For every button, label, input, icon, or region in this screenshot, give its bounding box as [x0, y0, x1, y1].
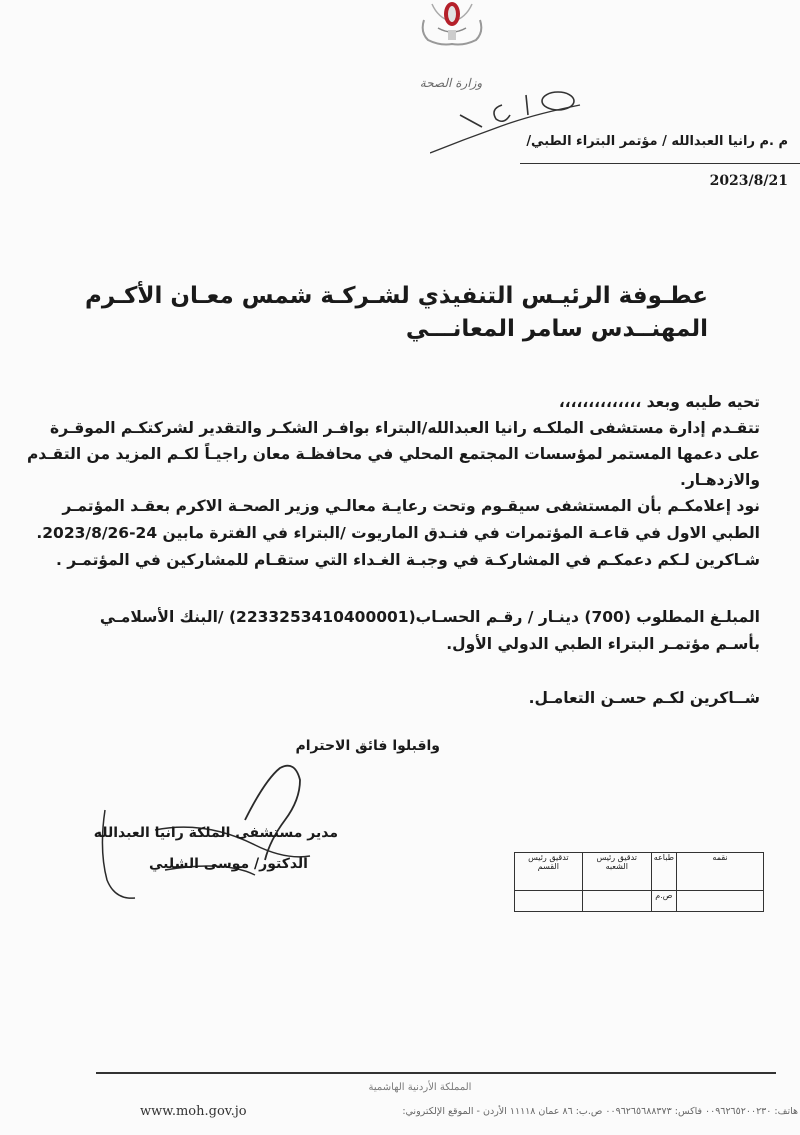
thanks-line: شــاكرين لكـم حسـن التعامـل.	[528, 689, 760, 707]
footer-kingdom: المملكة الأردنية الهاشمية	[368, 1082, 472, 1093]
reference-line: م .م رانيا العبدالله / مؤتمر البتراء الطبي/	[526, 134, 788, 149]
jordan-emblem-icon	[418, 0, 486, 46]
audit-header-nqma: نقمه	[677, 853, 764, 891]
audit-cell	[515, 890, 583, 912]
signatory-title: مدير مستشفى الملكة رانيا العبدالله	[93, 825, 338, 841]
addressee-line-1: عطـوفة الرئيـس التنفيذي لشـركـة شمس معـان الأكـرم	[85, 283, 708, 309]
closing-line: واقبلوا فائق الاحترام	[295, 738, 440, 754]
amount-line-2: بأسـم مؤتمـر البتراء الطبي الدولي الأول.	[446, 635, 760, 653]
paragraph-2-line-3: شـاكرين لـكم دعمكـم في المشاركـة في وجبـة الغـداء التي ستقـام للمشاركين في المؤتمـر .	[55, 551, 760, 569]
audit-header-dept-check: تدقيق رئيس القسم	[515, 853, 583, 891]
greeting: تحيه طيبه وبعد ،،،،،،،،،،،،،،	[558, 393, 760, 411]
ministry-script-label: وزارة الصحة	[419, 76, 483, 90]
audit-header-typing: طباعه	[651, 853, 676, 891]
audit-cell	[677, 890, 764, 912]
paragraph-1-line-1: تتقـدم إدارة مستشفى الملكـه رانيا العبدالله/البتراء بوافـر الشكـر والتقدير لشركتكـم الموقـرة	[50, 419, 760, 437]
signatory-name: الدكتور/ موسى الشلبي	[149, 856, 308, 872]
paragraph-1-line-2: على دعمها المستمر لمؤسسات المجتمع المحلي في محافظـة معان راجيـاً لكـم المزيد من التقـدم	[26, 445, 760, 463]
paragraph-1-line-3: والازدهـار.	[679, 471, 760, 489]
footer-divider	[96, 1072, 776, 1074]
header-divider	[520, 163, 800, 164]
paragraph-2-line-1: نود إعلامكـم بأن المستشفى سيقـوم وتحت رعايـة معالـي وزير الصحـة الاكرم بعقـد المؤتمـر	[62, 497, 760, 515]
footer-contact: هاتف: ٠٠٩٦٢٦٥٢٠٠٢٣٠ فاكس: ٠٠٩٦٢٦٥٦٨٨٣٧٣ ص.ب: ٨٦ عمان ١١١١٨ الأردن - الموقع الإلكتروني:	[402, 1106, 798, 1117]
amount-line-1: المبلـغ المطلوب (700) دينـار / رقـم الحسـاب(2233253410400001) /البنك الأسلامـي	[99, 608, 760, 626]
audit-cell	[582, 890, 651, 912]
audit-table	[514, 852, 764, 912]
audit-cell-typing: ص.م	[651, 890, 676, 912]
footer-website: www.moh.gov.jo	[140, 1104, 247, 1119]
letter-date: 2023/8/21	[709, 173, 788, 189]
audit-header-section-check: تدقيق رئيس الشعبه	[582, 853, 651, 891]
paragraph-2-line-2: الطبي الاول في قاعـة المؤتمرات في فنـدق الماريوت /البتراء في الفترة مابين 24-2023/8/26.	[36, 524, 760, 542]
addressee-line-2: المهنــدس سامر المعانـــي	[405, 316, 708, 342]
